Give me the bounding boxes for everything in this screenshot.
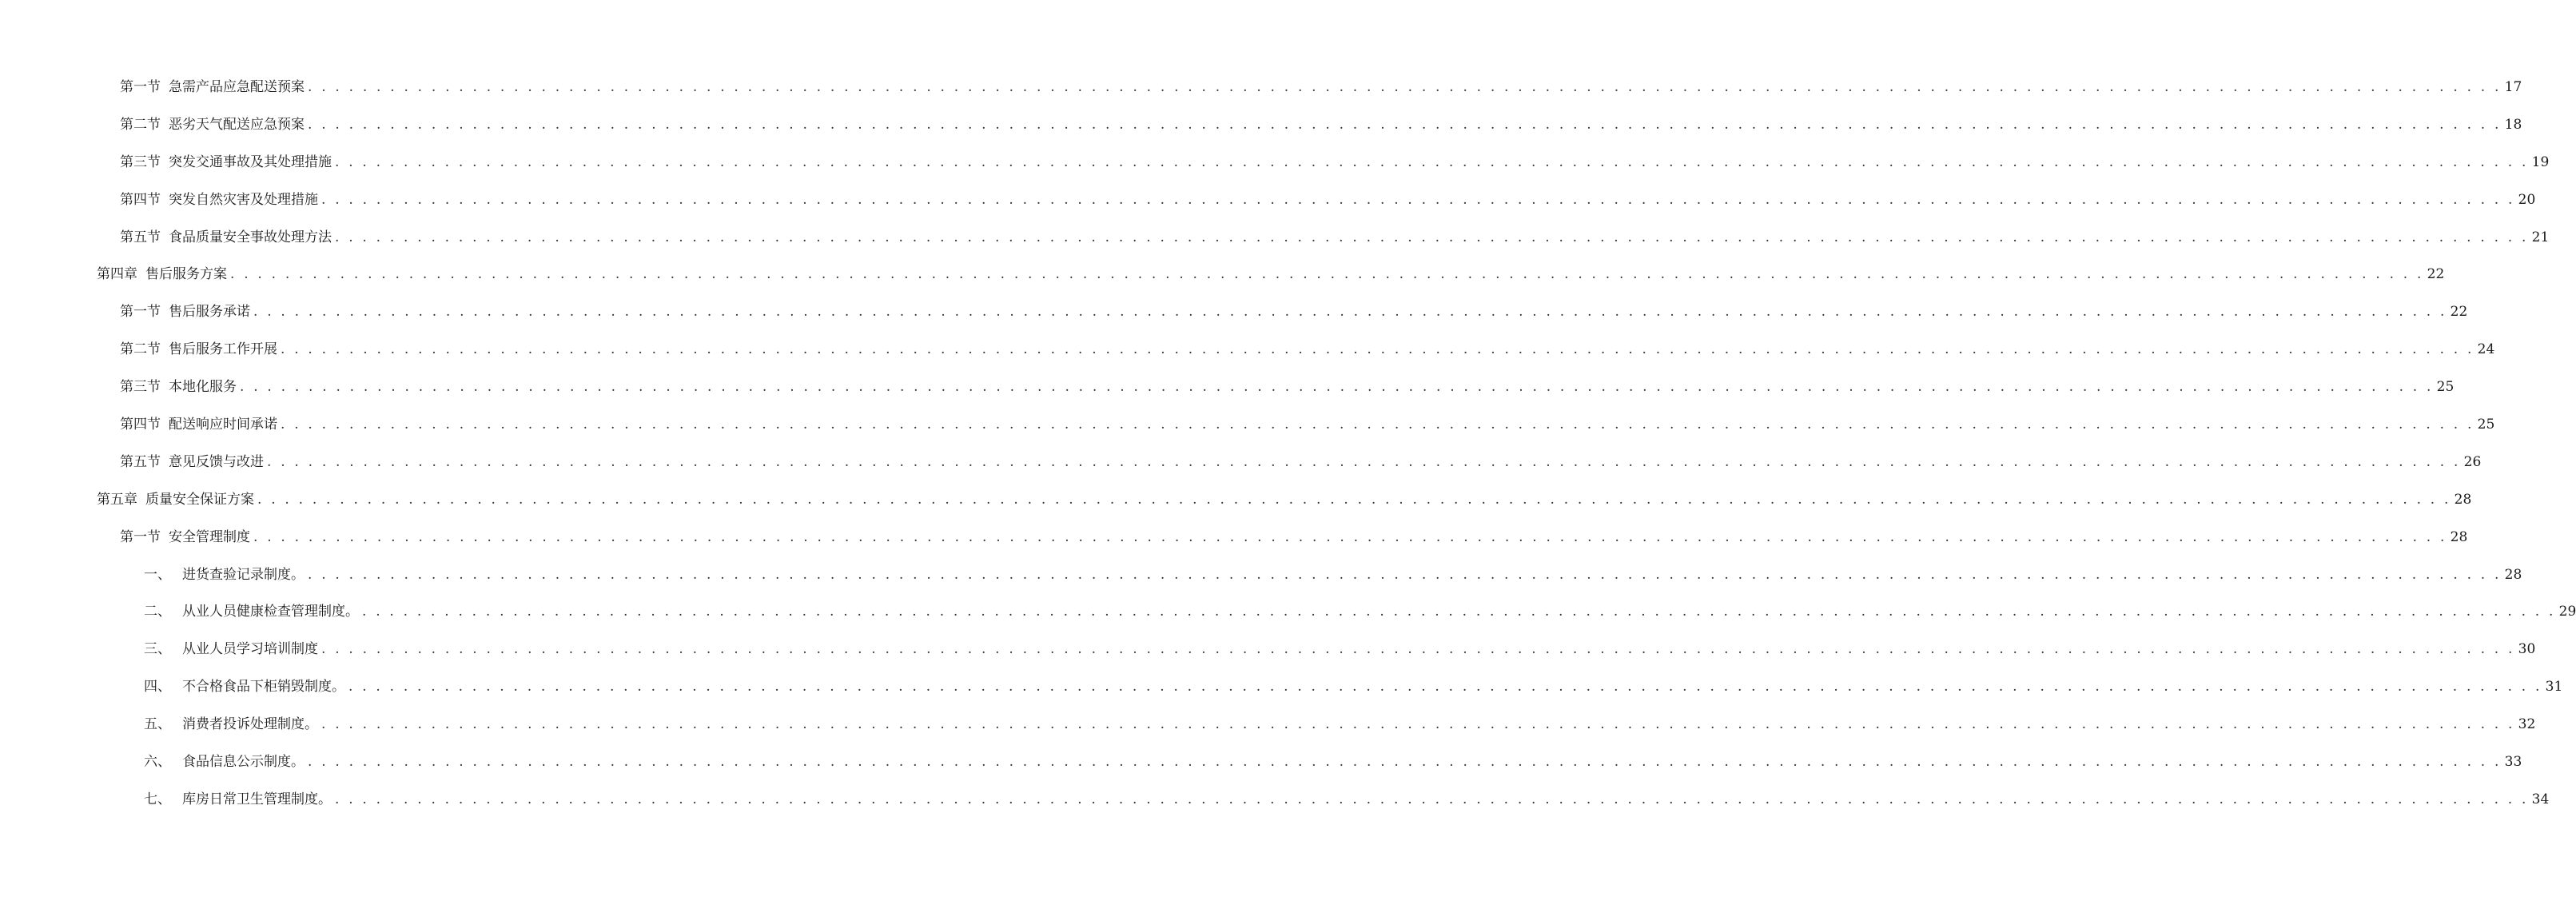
toc-entry-line [120, 411, 2495, 438]
toc-entry-number: 第二节 [120, 341, 161, 358]
toc-entry-line [144, 673, 2563, 700]
toc-dot-leader: . . . . . . . . . . . . . . . . . . . . . . . . . . . . . . . . . . . . . . . . . . . . . . . . . . . . . . . . . . . . . . . . . . . . . . . . . . . . . . . . . . . . . . . . . . . . . . . . . . . . . . . . . . . . . . . . . . . . . . . . . . . . . . . . . . . . . . . . . . . . . . . . . . . . . . . . . . . . . . . . [321, 641, 2515, 658]
toc-entry-section[interactable] [0, 448, 2482, 486]
toc-entry-number: 第一节 [120, 79, 161, 95]
toc-entry-title: 安全管理制度 [169, 528, 250, 545]
toc-entry-label [120, 186, 318, 213]
toc-entry-page-number: 26 [2463, 453, 2482, 470]
toc-entry-line [120, 524, 2468, 551]
toc-dot-leader: . . . . . . . . . . . . . . . . . . . . . . . . . . . . . . . . . . . . . . . . . . . . . . . . . . . . . . . . . . . . . . . . . . . . . . . . . . . . . . . . . . . . . . . . . . . . . . . . . . . . . . . . . . . . . . . . . . . . . . . . . . . . . . . . . . . . . . . . . . . . . . . . . . . . . . . . . . . . . . . . [230, 266, 2424, 283]
toc-entry-page-number: 22 [2450, 304, 2468, 321]
toc-dot-leader: . . . . . . . . . . . . . . . . . . . . . . . . . . . . . . . . . . . . . . . . . . . . . . . . . . . . . . . . . . . . . . . . . . . . . . . . . . . . . . . . . . . . . . . . . . . . . . . . . . . . . . . . . . . . . . . . . . . . . . . . . . . . . . . . . . . . . . . . . . . . . . . . . . . . . . . . . . . . . . . . [335, 229, 2529, 245]
toc-entry-title: 质量安全保证方案 [145, 491, 254, 508]
toc-entry-label [144, 711, 318, 738]
toc-entry-number: 第二节 [120, 116, 161, 133]
toc-entry-line [120, 186, 2536, 213]
toc-entry-line [144, 598, 2576, 625]
toc-entry-item[interactable] [0, 561, 2522, 599]
toc-entry-item[interactable] [0, 636, 2536, 673]
toc-entry-title: 售后服务方案 [145, 266, 227, 283]
toc-entry-number: 第一节 [120, 528, 161, 545]
toc-entry-title: 急需产品应急配送预案 [169, 79, 305, 95]
toc-entry-page-number: 25 [2436, 379, 2455, 396]
toc-entry-line [97, 261, 2445, 288]
toc-entry-number: 七、 [144, 791, 171, 807]
toc-entry-number: 三、 [144, 641, 171, 658]
toc-entry-title: 恶劣天气配送应急预案 [169, 116, 305, 133]
toc-entry-title: 库房日常卫生管理制度。 [182, 791, 332, 807]
toc-entry-title: 售后服务工作开展 [169, 341, 277, 358]
toc-dot-leader: . . . . . . . . . . . . . . . . . . . . . . . . . . . . . . . . . . . . . . . . . . . . . . . . . . . . . . . . . . . . . . . . . . . . . . . . . . . . . . . . . . . . . . . . . . . . . . . . . . . . . . . . . . . . . . . . . . . . . . . . . . . . . . . . . . . . . . . . . . . . . . . . . . . . . . . . . . . . . . . . [281, 417, 2474, 433]
toc-entry-line [120, 224, 2550, 251]
toc-entry-number: 第五节 [120, 229, 161, 245]
toc-entry-page-number: 22 [2427, 266, 2445, 283]
toc-entry-page-number: 19 [2531, 153, 2550, 170]
toc-entry-section[interactable] [0, 524, 2468, 561]
toc-entry-title: 从业人员健康检查管理制度。 [182, 604, 359, 620]
toc-entry-number: 第三节 [120, 379, 161, 396]
table-of-contents [0, 74, 2576, 823]
toc-dot-leader: . . . . . . . . . . . . . . . . . . . . . . . . . . . . . . . . . . . . . . . . . . . . . . . . . . . . . . . . . . . . . . . . . . . . . . . . . . . . . . . . . . . . . . . . . . . . . . . . . . . . . . . . . . . . . . . . . . . . . . . . . . . . . . . . . . . . . . . . . . . . . . . . . . . . . . . . . . . . . . . . [348, 679, 2542, 696]
toc-entry-page-number: 28 [2504, 566, 2522, 583]
toc-entry-label [120, 448, 264, 476]
toc-entry-page-number: 25 [2477, 417, 2495, 433]
toc-dot-leader: . . . . . . . . . . . . . . . . . . . . . . . . . . . . . . . . . . . . . . . . . . . . . . . . . . . . . . . . . . . . . . . . . . . . . . . . . . . . . . . . . . . . . . . . . . . . . . . . . . . . . . . . . . . . . . . . . . . . . . . . . . . . . . . . . . . . . . . . . . . . . . . . . . . . . . . . . . . . . . . . [308, 566, 2502, 583]
toc-entry-item[interactable] [0, 786, 2550, 823]
toc-entry-label [120, 74, 305, 101]
toc-entry-section[interactable] [0, 373, 2455, 411]
toc-entry-page-number: 34 [2531, 791, 2550, 807]
toc-entry-line [120, 74, 2522, 101]
toc-entry-label [120, 336, 277, 363]
toc-entry-section[interactable] [0, 298, 2468, 336]
toc-entry-label [97, 261, 227, 288]
toc-entry-title: 从业人员学习培训制度 [182, 641, 318, 658]
toc-entry-line [120, 149, 2550, 176]
toc-dot-leader: . . . . . . . . . . . . . . . . . . . . . . . . . . . . . . . . . . . . . . . . . . . . . . . . . . . . . . . . . . . . . . . . . . . . . . . . . . . . . . . . . . . . . . . . . . . . . . . . . . . . . . . . . . . . . . . . . . . . . . . . . . . . . . . . . . . . . . . . . . . . . . . . . . . . . . . . . . . . . . . . [240, 379, 2434, 396]
toc-dot-leader: . . . . . . . . . . . . . . . . . . . . . . . . . . . . . . . . . . . . . . . . . . . . . . . . . . . . . . . . . . . . . . . . . . . . . . . . . . . . . . . . . . . . . . . . . . . . . . . . . . . . . . . . . . . . . . . . . . . . . . . . . . . . . . . . . . . . . . . . . . . . . . . . . . . . . . . . . . . . . . . . [253, 304, 2447, 321]
toc-entry-line [144, 636, 2536, 663]
toc-entry-title: 本地化服务 [169, 379, 237, 396]
toc-entry-title: 消费者投诉处理制度。 [182, 716, 318, 733]
toc-entry-label [120, 411, 277, 438]
toc-entry-chapter[interactable] [0, 486, 2472, 524]
toc-dot-leader: . . . . . . . . . . . . . . . . . . . . . . . . . . . . . . . . . . . . . . . . . . . . . . . . . . . . . . . . . . . . . . . . . . . . . . . . . . . . . . . . . . . . . . . . . . . . . . . . . . . . . . . . . . . . . . . . . . . . . . . . . . . . . . . . . . . . . . . . . . . . . . . . . . . . . . . . . . . . . . . . [362, 604, 2556, 620]
toc-entry-section[interactable] [0, 149, 2550, 186]
toc-entry-chapter[interactable] [0, 261, 2445, 298]
toc-entry-section[interactable] [0, 336, 2495, 373]
toc-entry-page-number: 29 [2558, 604, 2576, 620]
toc-entry-line [120, 448, 2482, 476]
toc-entry-section[interactable] [0, 186, 2536, 224]
toc-dot-leader: . . . . . . . . . . . . . . . . . . . . . . . . . . . . . . . . . . . . . . . . . . . . . . . . . . . . . . . . . . . . . . . . . . . . . . . . . . . . . . . . . . . . . . . . . . . . . . . . . . . . . . . . . . . . . . . . . . . . . . . . . . . . . . . . . . . . . . . . . . . . . . . . . . . . . . . . . . . . . . . . [253, 528, 2447, 545]
toc-entry-page-number: 17 [2504, 79, 2522, 95]
toc-entry-number: 一、 [144, 566, 171, 583]
toc-entry-number: 五、 [144, 716, 171, 733]
toc-entry-item[interactable] [0, 748, 2522, 786]
toc-entry-section[interactable] [0, 111, 2522, 149]
toc-entry-page-number: 31 [2545, 679, 2563, 696]
toc-entry-line [120, 298, 2468, 325]
toc-entry-label [120, 298, 250, 325]
toc-entry-title: 突发交通事故及其处理措施 [169, 153, 332, 170]
toc-entry-title: 突发自然灾害及处理措施 [169, 191, 318, 208]
toc-dot-leader: . . . . . . . . . . . . . . . . . . . . . . . . . . . . . . . . . . . . . . . . . . . . . . . . . . . . . . . . . . . . . . . . . . . . . . . . . . . . . . . . . . . . . . . . . . . . . . . . . . . . . . . . . . . . . . . . . . . . . . . . . . . . . . . . . . . . . . . . . . . . . . . . . . . . . . . . . . . . . . . . [308, 116, 2502, 133]
toc-entry-page-number: 28 [2450, 528, 2468, 545]
toc-entry-title: 不合格食品下柜销毁制度。 [182, 679, 345, 696]
toc-entry-label [144, 673, 345, 700]
toc-entry-page-number: 18 [2504, 116, 2522, 133]
toc-entry-page-number: 32 [2518, 716, 2536, 733]
toc-entry-title: 食品信息公示制度。 [182, 754, 305, 771]
toc-dot-leader: . . . . . . . . . . . . . . . . . . . . . . . . . . . . . . . . . . . . . . . . . . . . . . . . . . . . . . . . . . . . . . . . . . . . . . . . . . . . . . . . . . . . . . . . . . . . . . . . . . . . . . . . . . . . . . . . . . . . . . . . . . . . . . . . . . . . . . . . . . . . . . . . . . . . . . . . . . . . . . . . [321, 191, 2515, 208]
toc-entry-line [97, 486, 2472, 513]
toc-entry-item[interactable] [0, 598, 2576, 636]
toc-entry-section[interactable] [0, 74, 2522, 111]
toc-entry-label [97, 486, 254, 513]
toc-entry-label [120, 373, 237, 401]
toc-entry-section[interactable] [0, 224, 2550, 261]
toc-entry-page-number: 20 [2518, 191, 2536, 208]
toc-entry-page-number: 21 [2531, 229, 2550, 245]
toc-entry-label [144, 598, 359, 625]
toc-entry-line [120, 111, 2522, 138]
toc-entry-number: 第一节 [120, 304, 161, 321]
toc-entry-page-number: 24 [2477, 341, 2495, 358]
toc-dot-leader: . . . . . . . . . . . . . . . . . . . . . . . . . . . . . . . . . . . . . . . . . . . . . . . . . . . . . . . . . . . . . . . . . . . . . . . . . . . . . . . . . . . . . . . . . . . . . . . . . . . . . . . . . . . . . . . . . . . . . . . . . . . . . . . . . . . . . . . . . . . . . . . . . . . . . . . . . . . . . . . . [257, 491, 2451, 508]
toc-dot-leader: . . . . . . . . . . . . . . . . . . . . . . . . . . . . . . . . . . . . . . . . . . . . . . . . . . . . . . . . . . . . . . . . . . . . . . . . . . . . . . . . . . . . . . . . . . . . . . . . . . . . . . . . . . . . . . . . . . . . . . . . . . . . . . . . . . . . . . . . . . . . . . . . . . . . . . . . . . . . . . . . [267, 453, 2461, 470]
toc-entry-label [120, 111, 305, 138]
toc-entry-number: 六、 [144, 754, 171, 771]
toc-entry-label [144, 561, 305, 588]
toc-entry-line [144, 711, 2536, 738]
toc-entry-label [120, 524, 250, 551]
toc-entry-line [144, 561, 2522, 588]
toc-entry-label [144, 786, 332, 813]
toc-dot-leader: . . . . . . . . . . . . . . . . . . . . . . . . . . . . . . . . . . . . . . . . . . . . . . . . . . . . . . . . . . . . . . . . . . . . . . . . . . . . . . . . . . . . . . . . . . . . . . . . . . . . . . . . . . . . . . . . . . . . . . . . . . . . . . . . . . . . . . . . . . . . . . . . . . . . . . . . . . . . . . . . [335, 153, 2529, 170]
toc-entry-number: 第四节 [120, 417, 161, 433]
toc-entry-number: 第五章 [97, 491, 137, 508]
toc-entry-item[interactable] [0, 711, 2536, 748]
toc-entry-number: 四、 [144, 679, 171, 696]
toc-entry-title: 进货查验记录制度。 [182, 566, 305, 583]
toc-entry-section[interactable] [0, 411, 2495, 448]
toc-entry-line [120, 373, 2455, 401]
toc-entry-number: 二、 [144, 604, 171, 620]
toc-entry-title: 意见反馈与改进 [169, 453, 264, 470]
toc-entry-line [144, 748, 2522, 775]
toc-dot-leader: . . . . . . . . . . . . . . . . . . . . . . . . . . . . . . . . . . . . . . . . . . . . . . . . . . . . . . . . . . . . . . . . . . . . . . . . . . . . . . . . . . . . . . . . . . . . . . . . . . . . . . . . . . . . . . . . . . . . . . . . . . . . . . . . . . . . . . . . . . . . . . . . . . . . . . . . . . . . . . . . [308, 79, 2502, 95]
toc-entry-label [120, 224, 332, 251]
toc-entry-page-number: 28 [2454, 491, 2472, 508]
toc-entry-label [120, 149, 332, 176]
toc-dot-leader: . . . . . . . . . . . . . . . . . . . . . . . . . . . . . . . . . . . . . . . . . . . . . . . . . . . . . . . . . . . . . . . . . . . . . . . . . . . . . . . . . . . . . . . . . . . . . . . . . . . . . . . . . . . . . . . . . . . . . . . . . . . . . . . . . . . . . . . . . . . . . . . . . . . . . . . . . . . . . . . . [308, 754, 2502, 771]
toc-entry-number: 第五节 [120, 453, 161, 470]
toc-entry-title: 配送响应时间承诺 [169, 417, 277, 433]
toc-entry-page-number: 30 [2518, 641, 2536, 658]
toc-entry-label [144, 636, 318, 663]
toc-entry-line [144, 786, 2550, 813]
toc-entry-number: 第四节 [120, 191, 161, 208]
toc-entry-item[interactable] [0, 673, 2563, 711]
toc-entry-line [120, 336, 2495, 363]
toc-entry-label [144, 748, 305, 775]
toc-entry-title: 食品质量安全事故处理方法 [169, 229, 332, 245]
toc-dot-leader: . . . . . . . . . . . . . . . . . . . . . . . . . . . . . . . . . . . . . . . . . . . . . . . . . . . . . . . . . . . . . . . . . . . . . . . . . . . . . . . . . . . . . . . . . . . . . . . . . . . . . . . . . . . . . . . . . . . . . . . . . . . . . . . . . . . . . . . . . . . . . . . . . . . . . . . . . . . . . . . . [281, 341, 2474, 358]
toc-entry-number: 第四章 [97, 266, 137, 283]
toc-entry-page-number: 33 [2504, 754, 2522, 771]
toc-dot-leader: . . . . . . . . . . . . . . . . . . . . . . . . . . . . . . . . . . . . . . . . . . . . . . . . . . . . . . . . . . . . . . . . . . . . . . . . . . . . . . . . . . . . . . . . . . . . . . . . . . . . . . . . . . . . . . . . . . . . . . . . . . . . . . . . . . . . . . . . . . . . . . . . . . . . . . . . . . . . . . . . [321, 716, 2515, 733]
toc-entry-number: 第三节 [120, 153, 161, 170]
toc-entry-title: 售后服务承诺 [169, 304, 250, 321]
toc-dot-leader: . . . . . . . . . . . . . . . . . . . . . . . . . . . . . . . . . . . . . . . . . . . . . . . . . . . . . . . . . . . . . . . . . . . . . . . . . . . . . . . . . . . . . . . . . . . . . . . . . . . . . . . . . . . . . . . . . . . . . . . . . . . . . . . . . . . . . . . . . . . . . . . . . . . . . . . . . . . . . . . . [335, 791, 2529, 807]
